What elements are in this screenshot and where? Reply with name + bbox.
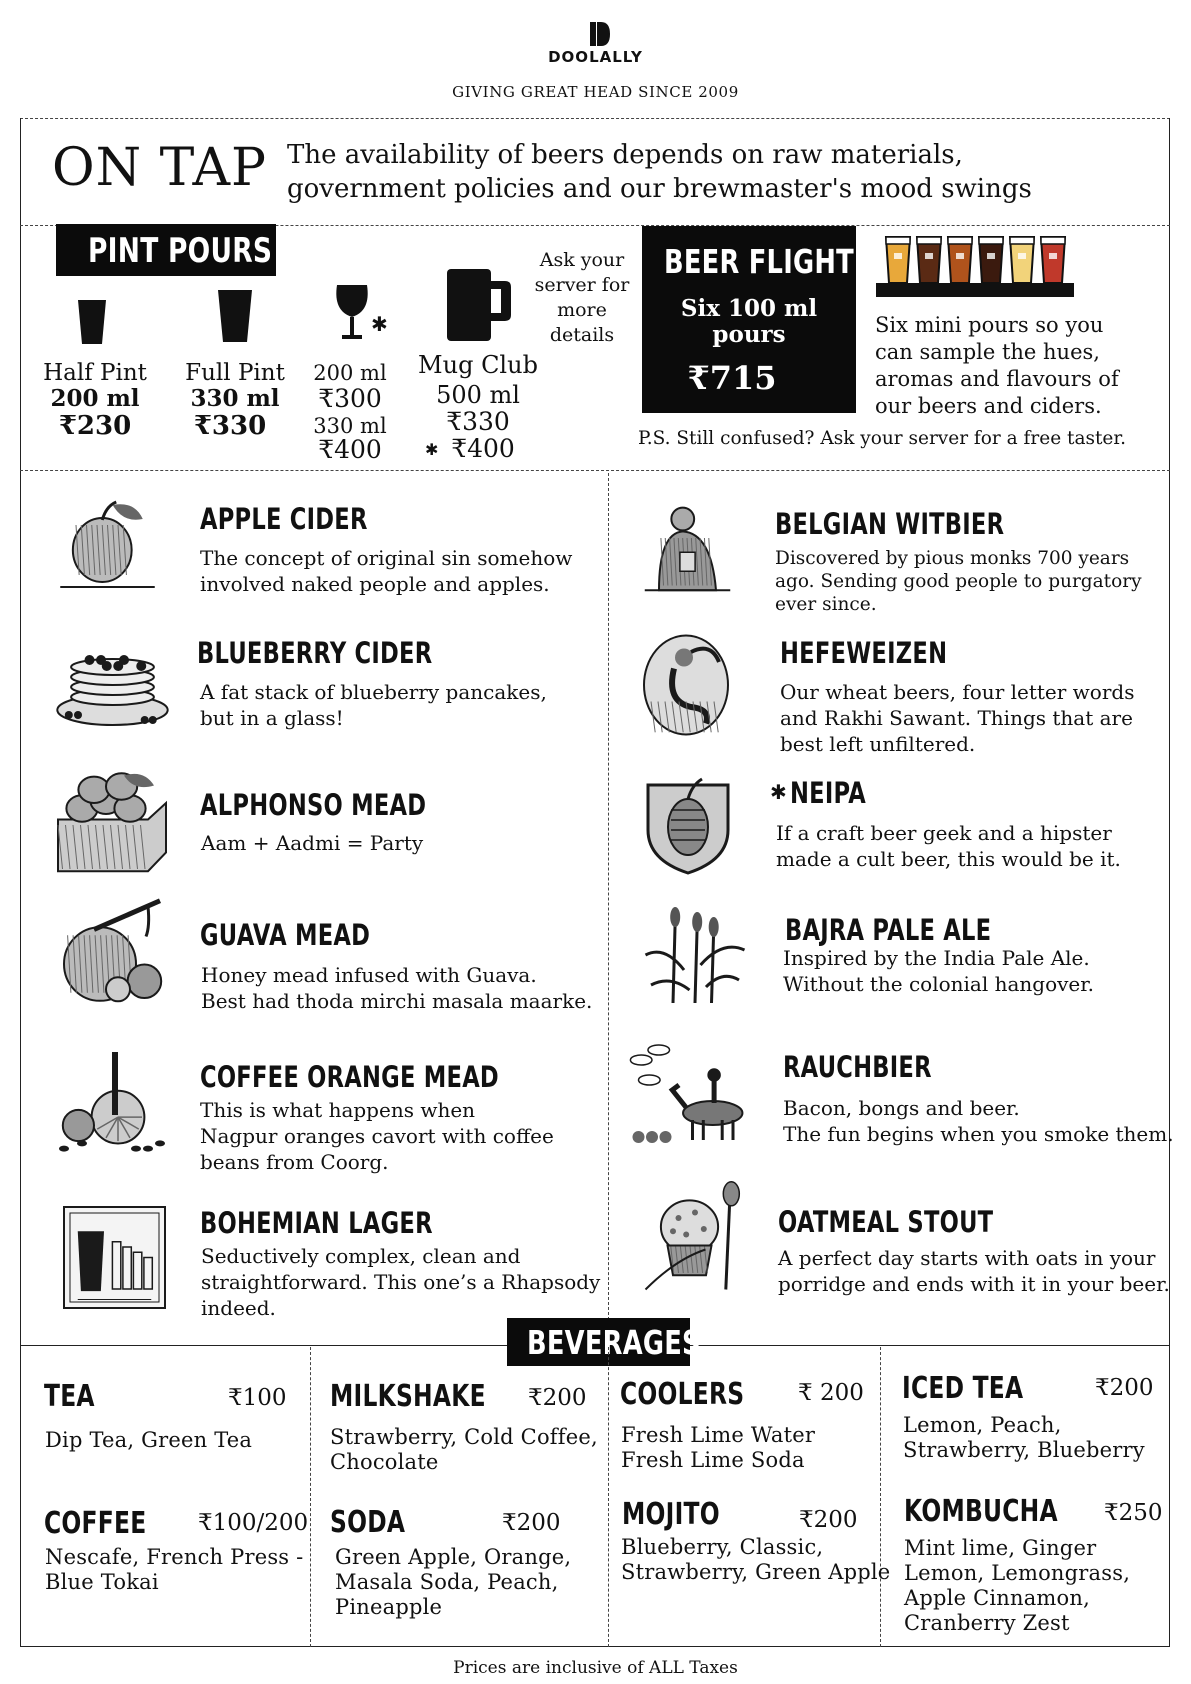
bev-name-coffee: COFFEE [44, 1506, 147, 1541]
flight-glass-3 [948, 237, 972, 283]
wine-glass-icon [333, 283, 388, 347]
beer-name-alphonso-mead: ALPHONSO MEAD [200, 788, 427, 822]
ask-server-note: Ask your server for more details [534, 249, 630, 346]
guava-honey-illustration [58, 895, 178, 1014]
beer-flight-glasses-icon [876, 233, 1074, 303]
bev-items-coolers: Fresh Lime Water Fresh Lime Soda [621, 1423, 816, 1472]
beer-flight-box [642, 226, 856, 413]
beer-desc-guava-mead: Honey mead infused with Guava. Best had thoda mirchi masala maarke. [201, 963, 593, 1013]
beer-desc-apple-cider: The concept of original sin somehow involved naked people and apples. [200, 546, 573, 596]
full-pint-price: ₹330 [193, 411, 267, 441]
bev-price-soda: ₹200 [502, 1510, 561, 1536]
beer-name-rauchbier: RAUCHBIER [783, 1050, 932, 1084]
on-tap-title: ON TAP [52, 138, 268, 198]
bev-name-tea: TEA [44, 1379, 95, 1414]
beer-name-hefeweizen: HEFEWEIZEN [780, 636, 948, 670]
beer-desc-blueberry-cider: A fat stack of blueberry pancakes, but in a glass! [200, 680, 547, 730]
apple-illustration [55, 495, 160, 599]
beer-desc-hefeweizen: Our wheat beers, four letter words and Rakhi Sawant. Things that are best left unfiltered. [780, 680, 1135, 756]
beer-desc-neipa: If a craft beer geek and a hipster made a cult beer, this would be it. [776, 821, 1121, 871]
bev-name-iced-tea: ICED TEA [902, 1371, 1024, 1406]
bohemian-poster-illustration [62, 1205, 167, 1314]
beer-desc-bohemian-lager: Seductively complex, clean and straightforward. This one’s a Rhapsody indeed. [201, 1244, 601, 1320]
beer-mug-icon [447, 265, 511, 345]
mug-club-price-1: ₹330 [446, 407, 510, 436]
mug-club-label: Mug Club [418, 351, 538, 379]
brand-tagline: GIVING GREAT HEAD SINCE 2009 [452, 83, 739, 101]
flight-glass-4 [979, 237, 1003, 283]
bev-price-milkshake: ₹200 [528, 1385, 587, 1411]
bev-price-tea: ₹100 [228, 1385, 287, 1411]
brand-logo-icon [590, 22, 610, 46]
beer-flight-desc: Six mini pours so you can sample the hues, aromas and flavours of our beers and ciders. [875, 313, 1119, 418]
bev-price-kombucha: ₹250 [1104, 1500, 1163, 1526]
frame-right-line [1169, 118, 1170, 1647]
full-pint-label: Full Pint [185, 360, 285, 386]
beer-name-apple-cider: APPLE CIDER [200, 502, 368, 536]
neipa-mark: ✱ [770, 780, 787, 804]
bev-col-divider-1 [310, 1347, 311, 1647]
bev-items-milkshake: Strawberry, Cold Coffee, Chocolate [330, 1425, 598, 1474]
svg-text:✱: ✱ [371, 312, 388, 336]
beer-name-bohemian-lager: BOHEMIAN LAGER [200, 1206, 433, 1240]
mug-club-mark: ✱ [425, 440, 439, 459]
beer-desc-oatmeal-stout: A perfect day starts with oats in your porridge and ends with it in your beer. [778, 1246, 1170, 1296]
beer-desc-alphonso-mead: Aam + Aadmi = Party [201, 831, 424, 855]
half-pint-size: 200 ml [50, 385, 140, 412]
beer-name-guava-mead: GUAVA MEAD [200, 918, 371, 952]
flight-glass-2 [917, 237, 941, 283]
frame-left-line [20, 118, 21, 1647]
frame-bottom-line [20, 1646, 1170, 1647]
beverages-heading: BEVERAGES [507, 1318, 690, 1366]
wine-size-1: 200 ml [313, 361, 387, 385]
monk-illustration [640, 500, 735, 599]
wine-price-2: ₹400 [318, 435, 382, 464]
footer-tax-note: Prices are inclusive of ALL Taxes [453, 1658, 738, 1678]
bev-col-divider-2 [608, 1347, 609, 1647]
bev-price-coolers: ₹ 200 [798, 1380, 864, 1406]
half-pint-price: ₹230 [58, 411, 132, 441]
half-pint-label: Half Pint [43, 360, 147, 386]
oat-muffin-illustration [640, 1185, 750, 1299]
woman-illustration [636, 630, 736, 744]
bev-items-coffee: Nescafe, French Press - Blue Tokai [45, 1545, 304, 1594]
beer-flight-heading: BEER FLIGHT [664, 242, 854, 281]
bev-items-iced-tea: Lemon, Peach, Strawberry, Blueberry [903, 1413, 1145, 1462]
millet-illustration [640, 905, 750, 1009]
half-pint-glass-icon [78, 300, 106, 348]
beer-name-neipa: ✱ NEIPA [770, 776, 866, 810]
beer-name-blueberry-cider: BLUEBERRY CIDER [197, 636, 433, 670]
bev-name-mojito: MOJITO [622, 1497, 720, 1532]
beer-desc-rauchbier: Bacon, bongs and beer. The fun begins when you smoke them. [783, 1096, 1174, 1146]
flight-glass-5 [1010, 237, 1034, 283]
full-pint-size: 330 ml [190, 385, 280, 412]
beer-desc-coffee-orange-mead: This is what happens when Nagpur oranges cavort with coffee beans from Coorg. [200, 1098, 554, 1174]
bev-col-divider-3 [880, 1347, 881, 1647]
beer-name-belgian-witbier: BELGIAN WITBIER [775, 507, 1005, 541]
beer-name-bajra-pale-ale: BAJRA PALE ALE [785, 913, 992, 947]
mug-club-size: 500 ml [436, 381, 520, 409]
full-pint-glass-icon [218, 290, 252, 346]
on-tap-note: The availability of beers depends on raw materials, government policies and our brewmaster's mood swings [287, 140, 1032, 204]
bev-items-kombucha: Mint lime, Ginger Lemon, Lemongrass, Apple Cinnamon, Cranberry Zest [904, 1536, 1131, 1635]
brand-name: DOOLALLY [548, 48, 643, 66]
bev-items-tea: Dip Tea, Green Tea [45, 1428, 253, 1452]
beer-name-coffee-orange-mead: COFFEE ORANGE MEAD [200, 1060, 499, 1094]
wine-price-1: ₹300 [318, 384, 382, 413]
bev-price-iced-tea: ₹200 [1095, 1375, 1154, 1401]
flight-glass-6 [1041, 237, 1065, 283]
bev-items-soda: Green Apple, Orange, Masala Soda, Peach, Pineapple [335, 1545, 572, 1619]
beer-columns-divider [608, 473, 609, 1335]
bev-items-mojito: Blueberry, Classic, Strawberry, Green Apple [621, 1535, 891, 1584]
beer-desc-bajra-pale-ale: Inspired by the India Pale Ale. Without the colonial hangover. [783, 946, 1094, 996]
rider-illustration [625, 1045, 760, 1149]
bev-name-kombucha: KOMBUCHA [904, 1494, 1058, 1529]
pint-pours-heading: PINT POURS [56, 224, 276, 276]
pours-divider [20, 470, 1170, 471]
orange-knife-illustration [52, 1052, 172, 1161]
bev-name-coolers: COOLERS [620, 1377, 745, 1412]
mango-crate-illustration [52, 770, 172, 884]
beer-flight-price: ₹715 [687, 359, 777, 397]
pancake-illustration [55, 635, 170, 739]
wine-size-2: 330 ml [313, 414, 387, 438]
flight-glass-1 [886, 237, 910, 283]
bev-name-milkshake: MILKSHAKE [330, 1379, 486, 1414]
bev-price-coffee: ₹100/200 [198, 1510, 309, 1536]
beer-flight-pours: Six 100 ml pours [680, 295, 818, 348]
beer-name-oatmeal-stout: OATMEAL STOUT [778, 1205, 994, 1239]
beer-flight-ps: P.S. Still confused? Ask your server for a free taster. [638, 428, 1127, 449]
hop-shield-illustration [638, 775, 738, 879]
beer-desc-belgian-witbier: Discovered by pious monks 700 years ago. Sending good people to purgatory ever since. [775, 548, 1142, 615]
frame-top-line [20, 118, 1170, 119]
mug-club-price-2: ₹400 [451, 434, 515, 463]
bev-price-mojito: ₹200 [799, 1507, 858, 1533]
bev-name-soda: SODA [330, 1505, 406, 1540]
